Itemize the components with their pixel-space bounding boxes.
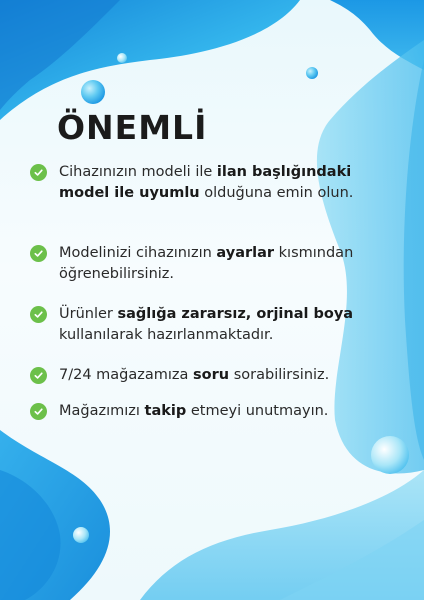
text-part-bold: takip [144, 403, 187, 419]
list-item [30, 401, 390, 422]
check-circle-icon [30, 245, 47, 262]
list-item [30, 243, 390, 285]
check-circle-icon [30, 164, 47, 181]
list-item [30, 365, 390, 386]
text-part: etmeyi unutmayın. [186, 403, 329, 419]
list-item-text [59, 162, 390, 204]
check-circle-icon [30, 403, 47, 420]
text-part-bold: sağlığa zararsız, orjinal boya [117, 306, 354, 322]
list-item [30, 304, 390, 346]
list-item [30, 162, 390, 204]
text-part: Cihazınızın modeli ile [59, 164, 217, 180]
check-circle-icon [30, 306, 47, 323]
list-item-text [59, 304, 390, 346]
check-circle-icon [30, 367, 47, 384]
text-part-bold: ayarlar [216, 245, 275, 261]
list-item-text [59, 365, 329, 386]
text-part: kısmından öğrenebilirsiniz. [59, 245, 354, 282]
text-part: 7/24 mağazamıza [59, 367, 194, 383]
text-part-bold: ilan başlığındaki model ile uyumlu [59, 164, 352, 201]
text-part: kullanılarak hazırlanmaktadır. [59, 327, 274, 343]
text-part: Ürünler [59, 306, 118, 322]
page-title: ÖNEMLİ [57, 108, 208, 147]
list-item-text [59, 401, 328, 422]
list-item-text [59, 243, 390, 285]
text-part-bold: soru [193, 367, 230, 383]
text-part: sorabilirsiniz. [229, 367, 330, 383]
text-part: Mağazımızı [59, 403, 145, 419]
text-part: olduğuna emin olun. [199, 185, 354, 201]
text-part: Modelinizi cihazınızın [59, 245, 217, 261]
